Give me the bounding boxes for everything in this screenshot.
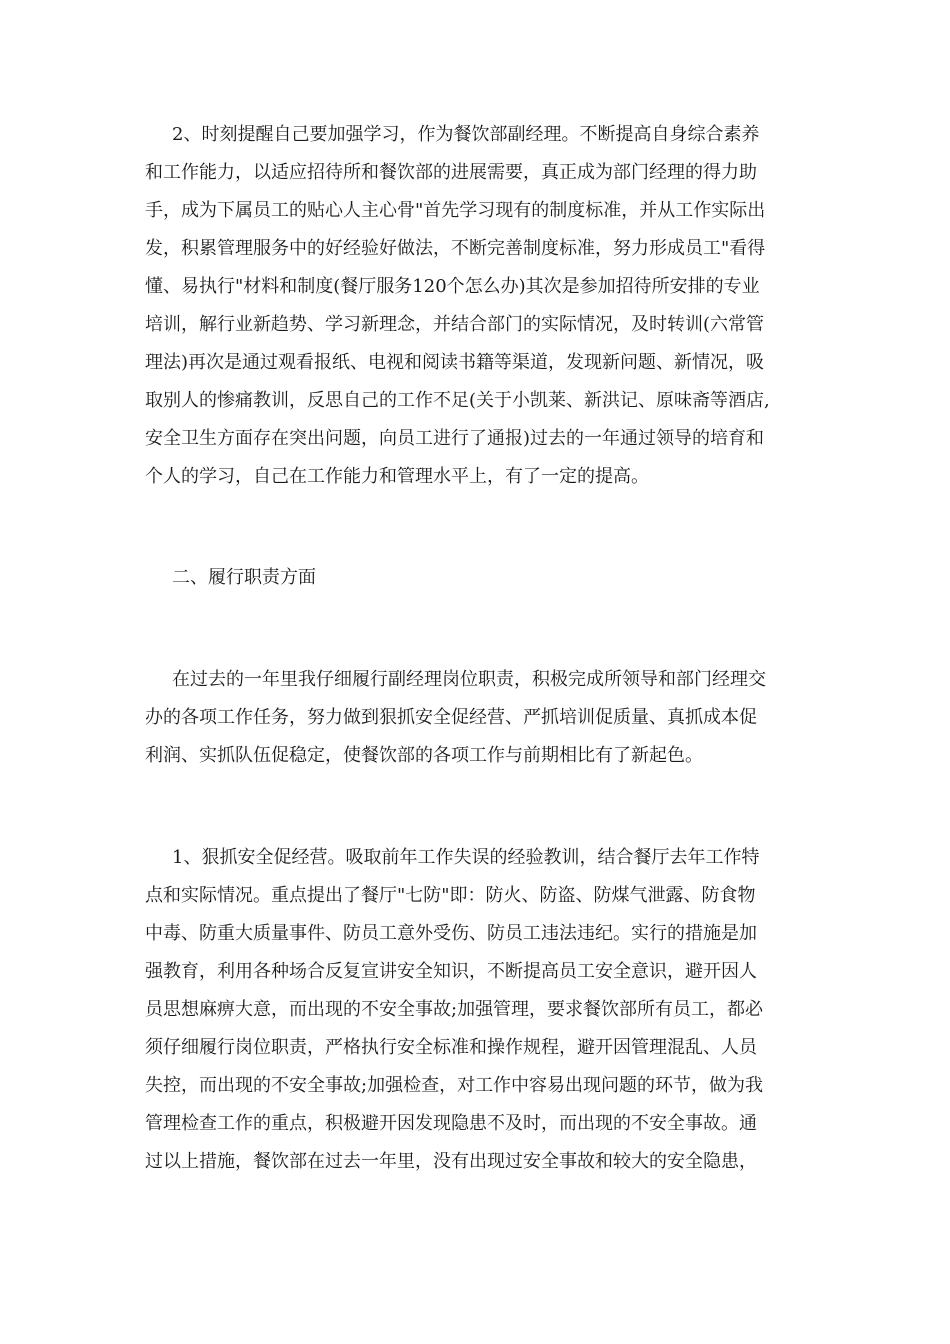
text-line: 办的各项工作任务，努力做到狠抓安全促经营、严抓培训促质量、真抓成本促 xyxy=(145,707,757,728)
text-line: 1、狠抓安全促经营。吸取前年工作失误的经验教训，结合餐厅去年工作特 xyxy=(172,847,760,868)
text-line: 员思想麻痹大意，而出现的不安全事故;加强管理，要求餐饮部所有员工，都必 xyxy=(145,999,764,1020)
text-line: 强教育，利用各种场合反复宣讲安全知识，不断提高员工安全意识，避开因人 xyxy=(145,961,757,982)
text-line: 培训，解行业新趋势、学习新理念，并结合部门的实际情况，及时转训(六常管 xyxy=(145,314,765,335)
text-line: 安全卫生方面存在突出问题，向员工进行了通报)过去的一年通过领导的培育和 xyxy=(145,428,765,449)
text-line: 管理检查工作的重点，积极避开因发现隐患不及时，而出现的不安全事故。通 xyxy=(145,1113,757,1134)
text-line: 利润、实抓队伍促稳定，使餐饮部的各项工作与前期相比有了新起色。 xyxy=(145,745,703,766)
text-line: 发，积累管理服务中的好经验好做法，不断完善制度标准，努力形成员工"看得 xyxy=(145,238,766,259)
text-line: 过以上措施，餐饮部在过去一年里，没有出现过安全事故和较大的安全隐患， xyxy=(145,1151,757,1172)
text-line: 失控，而出现的不安全事故;加强检查，对工作中容易出现问题的环节，做为我 xyxy=(145,1075,764,1096)
text-line: 理法)再次是通过观看报纸、电视和阅读书籍等渠道，发现新问题、新情况，吸 xyxy=(145,352,765,373)
text-line: 点和实际情况。重点提出了餐厅"七防"即：防火、防盗、防煤气泄露、防食物 xyxy=(145,885,756,906)
text-line: 须仔细履行岗位职责，严格执行安全标准和操作规程，避开因管理混乱、人员 xyxy=(145,1037,757,1058)
text-line: 2、时刻提醒自己要加强学习，作为餐饮部副经理。不断提高自身综合素养 xyxy=(172,124,760,145)
text-line: 和工作能力，以适应招待所和餐饮部的进展需要，真正成为部门经理的得力助 xyxy=(145,162,757,183)
text-line: 手，成为下属员工的贴心人主心骨"首先学习现有的制度标准，并从工作实际出 xyxy=(145,200,766,221)
section-heading: 二、履行职责方面 xyxy=(172,567,316,588)
text-line: 个人的学习，自己在工作能力和管理水平上，有了一定的提高。 xyxy=(145,466,649,487)
text-line: 取别人的惨痛教训，反思自己的工作不足(关于小凯莱、新洪记、原味斋等酒店, xyxy=(145,390,770,411)
text-line: 中毒、防重大质量事件、防员工意外受伤、防员工违法违纪。实行的措施是加 xyxy=(145,923,757,944)
text-line: 懂、易执行"材料和制度(餐厅服务120个怎么办)其次是参加招待所安排的专业 xyxy=(145,276,760,297)
text-line: 在过去的一年里我仔细履行副经理岗位职责，积极完成所领导和部门经理交 xyxy=(172,669,766,690)
